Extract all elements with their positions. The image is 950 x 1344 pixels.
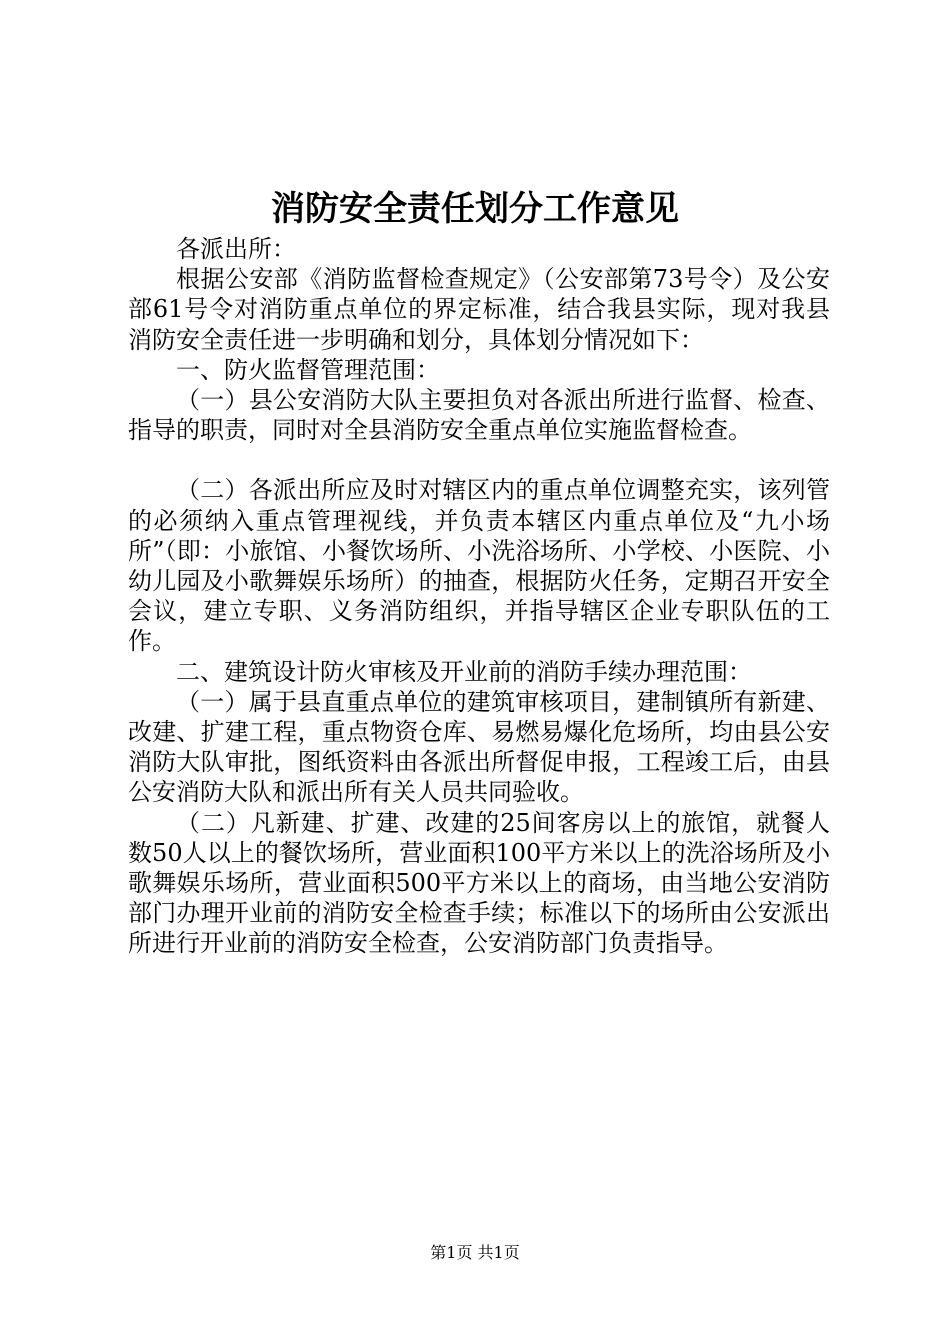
section-2-item-2: （二）凡新建、扩建、改建的25间客房以上的旅馆，就餐人数50人以上的餐饮场所，营业面积100平方米以上的洗浴场所及小歌舞娱乐场所，营业面积500平方米以上的商场，由当地公安消防部门办理开业前的消防安全检查手续；标准以下的场所由公安派出所进行开业前的消防安全检查，公安消防部门负责指导。	[128, 808, 830, 958]
section-1-item-1: （一）县公安消防大队主要担负对各派出所进行监督、检查、指导的职责，同时对全县消防安全重点单位实施监督检查。	[128, 386, 830, 445]
salutation: 各派出所：	[176, 235, 296, 263]
intro-paragraph: 根据公安部《消防监督检查规定》（公安部第73号令）及公安部61号令对消防重点单位的界定标准，结合我县实际，现对我县消防安全责任进一步明确和划分，具体划分情况如下：	[128, 265, 830, 354]
document-body	[128, 234, 830, 959]
page-footer: 第1页 共1页	[430, 1243, 520, 1262]
paragraph-gap	[128, 445, 830, 475]
section-2-item-1: （一）属于县直重点单位的建筑审核项目，建制镇所有新建、改建、扩建工程，重点物资仓库、易燃易爆化危场所，均由县公安消防大队审批，图纸资料由各派出所督促申报，工程竣工后，由县公安消防大队和派出所有关人员共同验收。	[128, 687, 830, 807]
section-1-item-2: （二）各派出所应及时对辖区内的重点单位调整充实，该列管的必须纳入重点管理视线，并负责本辖区内重点单位及“九小场所”（即：小旅馆、小餐饮场所、小洗浴场所、小学校、小医院、小幼儿园及小歌舞娱乐场所）的抽查，根据防火任务，定期召开安全会议，建立专职、义务消防组织，并指导辖区企业专职队伍的工作。	[128, 476, 830, 656]
section-heading-1: 一、防火监督管理范围：	[176, 355, 440, 384]
section-heading-2: 二、建筑设计防火审核及开业前的消防手续办理范围：	[176, 657, 752, 686]
document-title: 消防安全责任划分工作意见	[271, 189, 679, 229]
